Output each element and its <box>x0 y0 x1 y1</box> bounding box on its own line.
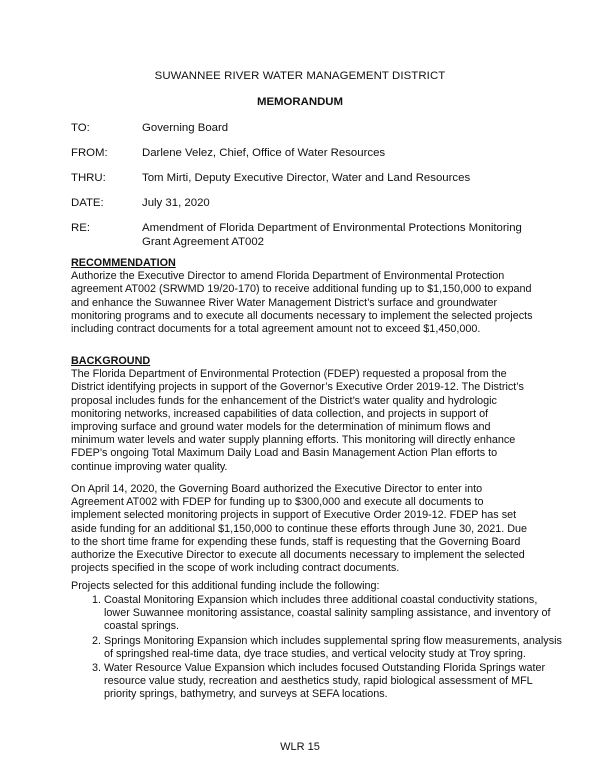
recommendation-text: Authorize the Executive Director to amend Florida Department of Environmental Protection agreement AT002 (SRWMD 19/20-170) to receive additional funding up to $1,150,000 to expand and enhance the Suwannee River Water Management District’s surface and groundwater monitoring programs and to execute all documents necessary to implement the selected projects including contract documents for a total agreement amount not to exceed $1,450,000. <box>71 270 533 336</box>
re-value: Amendment of Florida Department of Environmental Protections Monitoring Grant Agreement AT002 <box>142 222 522 248</box>
list-item: 2. Springs Monitoring Expansion which includes supplemental spring flow measurements, analysis of springshed real-time data, dye trace studies, and vertical velocity study at Troy spring. <box>104 635 566 661</box>
to-value: Governing Board <box>142 122 229 134</box>
re-label: RE: <box>71 222 90 234</box>
from-label: FROM: <box>71 147 108 159</box>
projects-list <box>71 594 566 703</box>
recommendation-section <box>71 257 533 336</box>
background-paragraph-2: On April 14, 2020, the Governing Board authorized the Executive Director to enter into Agreement AT002 with FDEP for funding up to $300,000 and execute all documents to implement selected monitoring projects in support of Executive Order 2019-12. FDEP has set aside funding for an additional $1,150,000 to continue these efforts through June 30, 2021. Due to the short time frame for expending these funds, staff is requesting that the Governing Board authorize the Executive Director to execute all documents necessary to implement the selected projects specified in the scope of work including contract documents. <box>71 483 528 575</box>
from-value: Darlene Velez, Chief, Office of Water Resources <box>142 147 386 159</box>
background-section <box>71 355 533 474</box>
background-paragraph-1: The Florida Department of Environmental Protection (FDEP) requested a proposal from the District identifying projects in support of the Governor’s Executive Order 2019-12. The District’s proposal includes funds for the enhancement of the District’s water quality and hydrologic monitoring networks, increased capabilities of data collection, and projects in support of improving surface and ground water models for the determination of minimum flows and minimum water levels and water supply planning efforts. This monitoring will directly enhance FDEP’s ongoing Total Maximum Daily Load and Basin Management Action Plan efforts to continue improving water quality. <box>71 368 524 473</box>
to-label: TO: <box>71 122 90 134</box>
projects-intro-block <box>71 580 533 593</box>
thru-value: Tom Mirti, Deputy Executive Director, Water and Land Resources <box>142 172 471 184</box>
date-value: July 31, 2020 <box>142 197 210 209</box>
list-item: 3. Water Resource Value Expansion which includes focused Outstanding Florida Springs water resource value study, recreation and aesthetics study, rapid biological assessment of MFL priority springs, bathymetry, and surveys at SEFA locations. <box>104 662 566 702</box>
memo-title: MEMORANDUM <box>256 96 344 108</box>
thru-label: THRU: <box>71 172 106 184</box>
list-item: 1. Coastal Monitoring Expansion which includes three additional coastal conductivity stations, lower Suwannee monitoring assistance, coastal salinity sampling assistance, and inventory of coastal springs. <box>104 594 566 634</box>
recommendation-heading: RECOMMENDATION <box>71 257 176 269</box>
background-paragraph-2-block <box>71 483 533 575</box>
page-footer: WLR 15 <box>280 741 320 753</box>
organization-name: SUWANNEE RIVER WATER MANAGEMENT DISTRICT <box>154 70 446 82</box>
date-label: DATE: <box>71 197 104 209</box>
projects-intro: Projects selected for this additional funding include the following: <box>71 580 380 592</box>
background-heading: BACKGROUND <box>71 355 151 367</box>
